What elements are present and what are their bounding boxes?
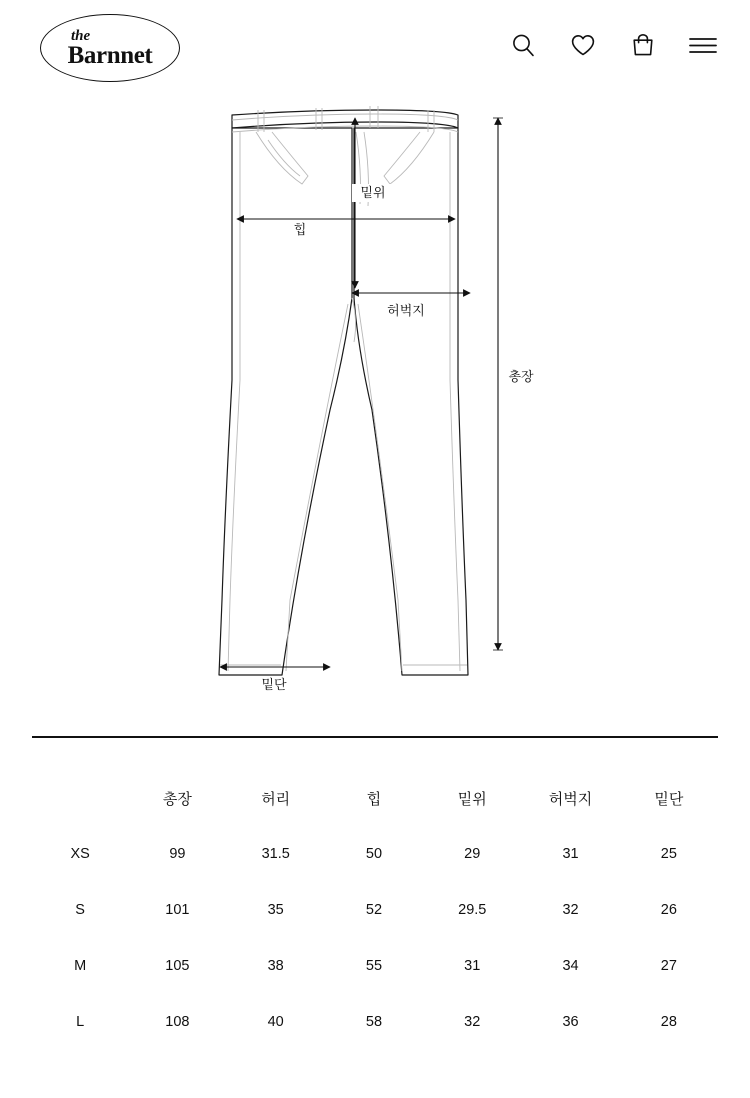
column-header-thigh: 허벅지 bbox=[548, 790, 593, 808]
cell-total-length: 105 bbox=[165, 958, 190, 974]
header-icon-group bbox=[508, 30, 718, 60]
label-rise: 밑위 bbox=[360, 185, 386, 200]
cell-thigh: 32 bbox=[562, 902, 579, 918]
cell-rise: 32 bbox=[464, 1014, 481, 1030]
table-header-row bbox=[32, 770, 718, 826]
row-size-label: XS bbox=[70, 846, 90, 862]
section-divider bbox=[32, 736, 718, 738]
cell-thigh: 31 bbox=[562, 846, 579, 862]
heart-icon[interactable] bbox=[568, 30, 598, 60]
logo-brand-text: Barnnet bbox=[67, 41, 153, 69]
column-header-rise: 밑위 bbox=[457, 790, 487, 808]
cell-hip: 52 bbox=[365, 902, 383, 918]
cell-waist: 40 bbox=[267, 1014, 284, 1030]
label-hem: 밑단 bbox=[261, 677, 287, 692]
cell-total-length: 108 bbox=[165, 1014, 190, 1030]
cell-waist: 38 bbox=[267, 958, 284, 974]
cell-rise: 29 bbox=[464, 846, 481, 862]
cell-hem: 26 bbox=[660, 902, 677, 918]
table-row bbox=[32, 938, 718, 994]
cell-rise: 29.5 bbox=[458, 902, 487, 918]
cell-hip: 58 bbox=[365, 1014, 383, 1030]
cell-waist: 31.5 bbox=[261, 846, 290, 862]
cell-total-length: 99 bbox=[169, 846, 186, 862]
cell-hem: 25 bbox=[660, 846, 677, 862]
cell-thigh: 36 bbox=[562, 1014, 579, 1030]
cell-hip: 55 bbox=[365, 958, 383, 974]
row-size-label: M bbox=[74, 958, 87, 974]
column-header-waist: 허리 bbox=[261, 790, 291, 808]
site-logo[interactable] bbox=[40, 14, 180, 82]
label-hip: 힙 bbox=[293, 222, 307, 237]
menu-icon[interactable] bbox=[688, 30, 718, 60]
column-header-hem: 밑단 bbox=[654, 790, 684, 808]
search-icon[interactable] bbox=[508, 30, 538, 60]
table-row bbox=[32, 882, 718, 938]
cell-rise: 31 bbox=[464, 958, 481, 974]
size-chart-table bbox=[32, 770, 718, 1050]
table-row bbox=[32, 826, 718, 882]
size-column-header bbox=[32, 770, 128, 826]
pants-measurement-diagram bbox=[0, 80, 750, 720]
column-header-total-length: 총장 bbox=[162, 790, 192, 808]
cell-hem: 27 bbox=[660, 958, 677, 974]
pants-technical-drawing bbox=[0, 80, 750, 720]
row-size-label: S bbox=[75, 902, 85, 918]
logo-the-text: the bbox=[71, 27, 91, 44]
label-thigh: 허벅지 bbox=[387, 303, 425, 318]
row-size-label: L bbox=[76, 1014, 85, 1030]
label-total-length: 총장 bbox=[508, 369, 534, 384]
cell-thigh: 34 bbox=[562, 958, 579, 974]
table-row bbox=[32, 994, 718, 1050]
cell-waist: 35 bbox=[267, 902, 284, 918]
cell-hem: 28 bbox=[660, 1014, 677, 1030]
cell-hip: 50 bbox=[365, 846, 383, 862]
bag-icon[interactable] bbox=[628, 30, 658, 60]
column-header-hip: 힙 bbox=[366, 790, 382, 808]
cell-total-length: 101 bbox=[165, 902, 190, 918]
